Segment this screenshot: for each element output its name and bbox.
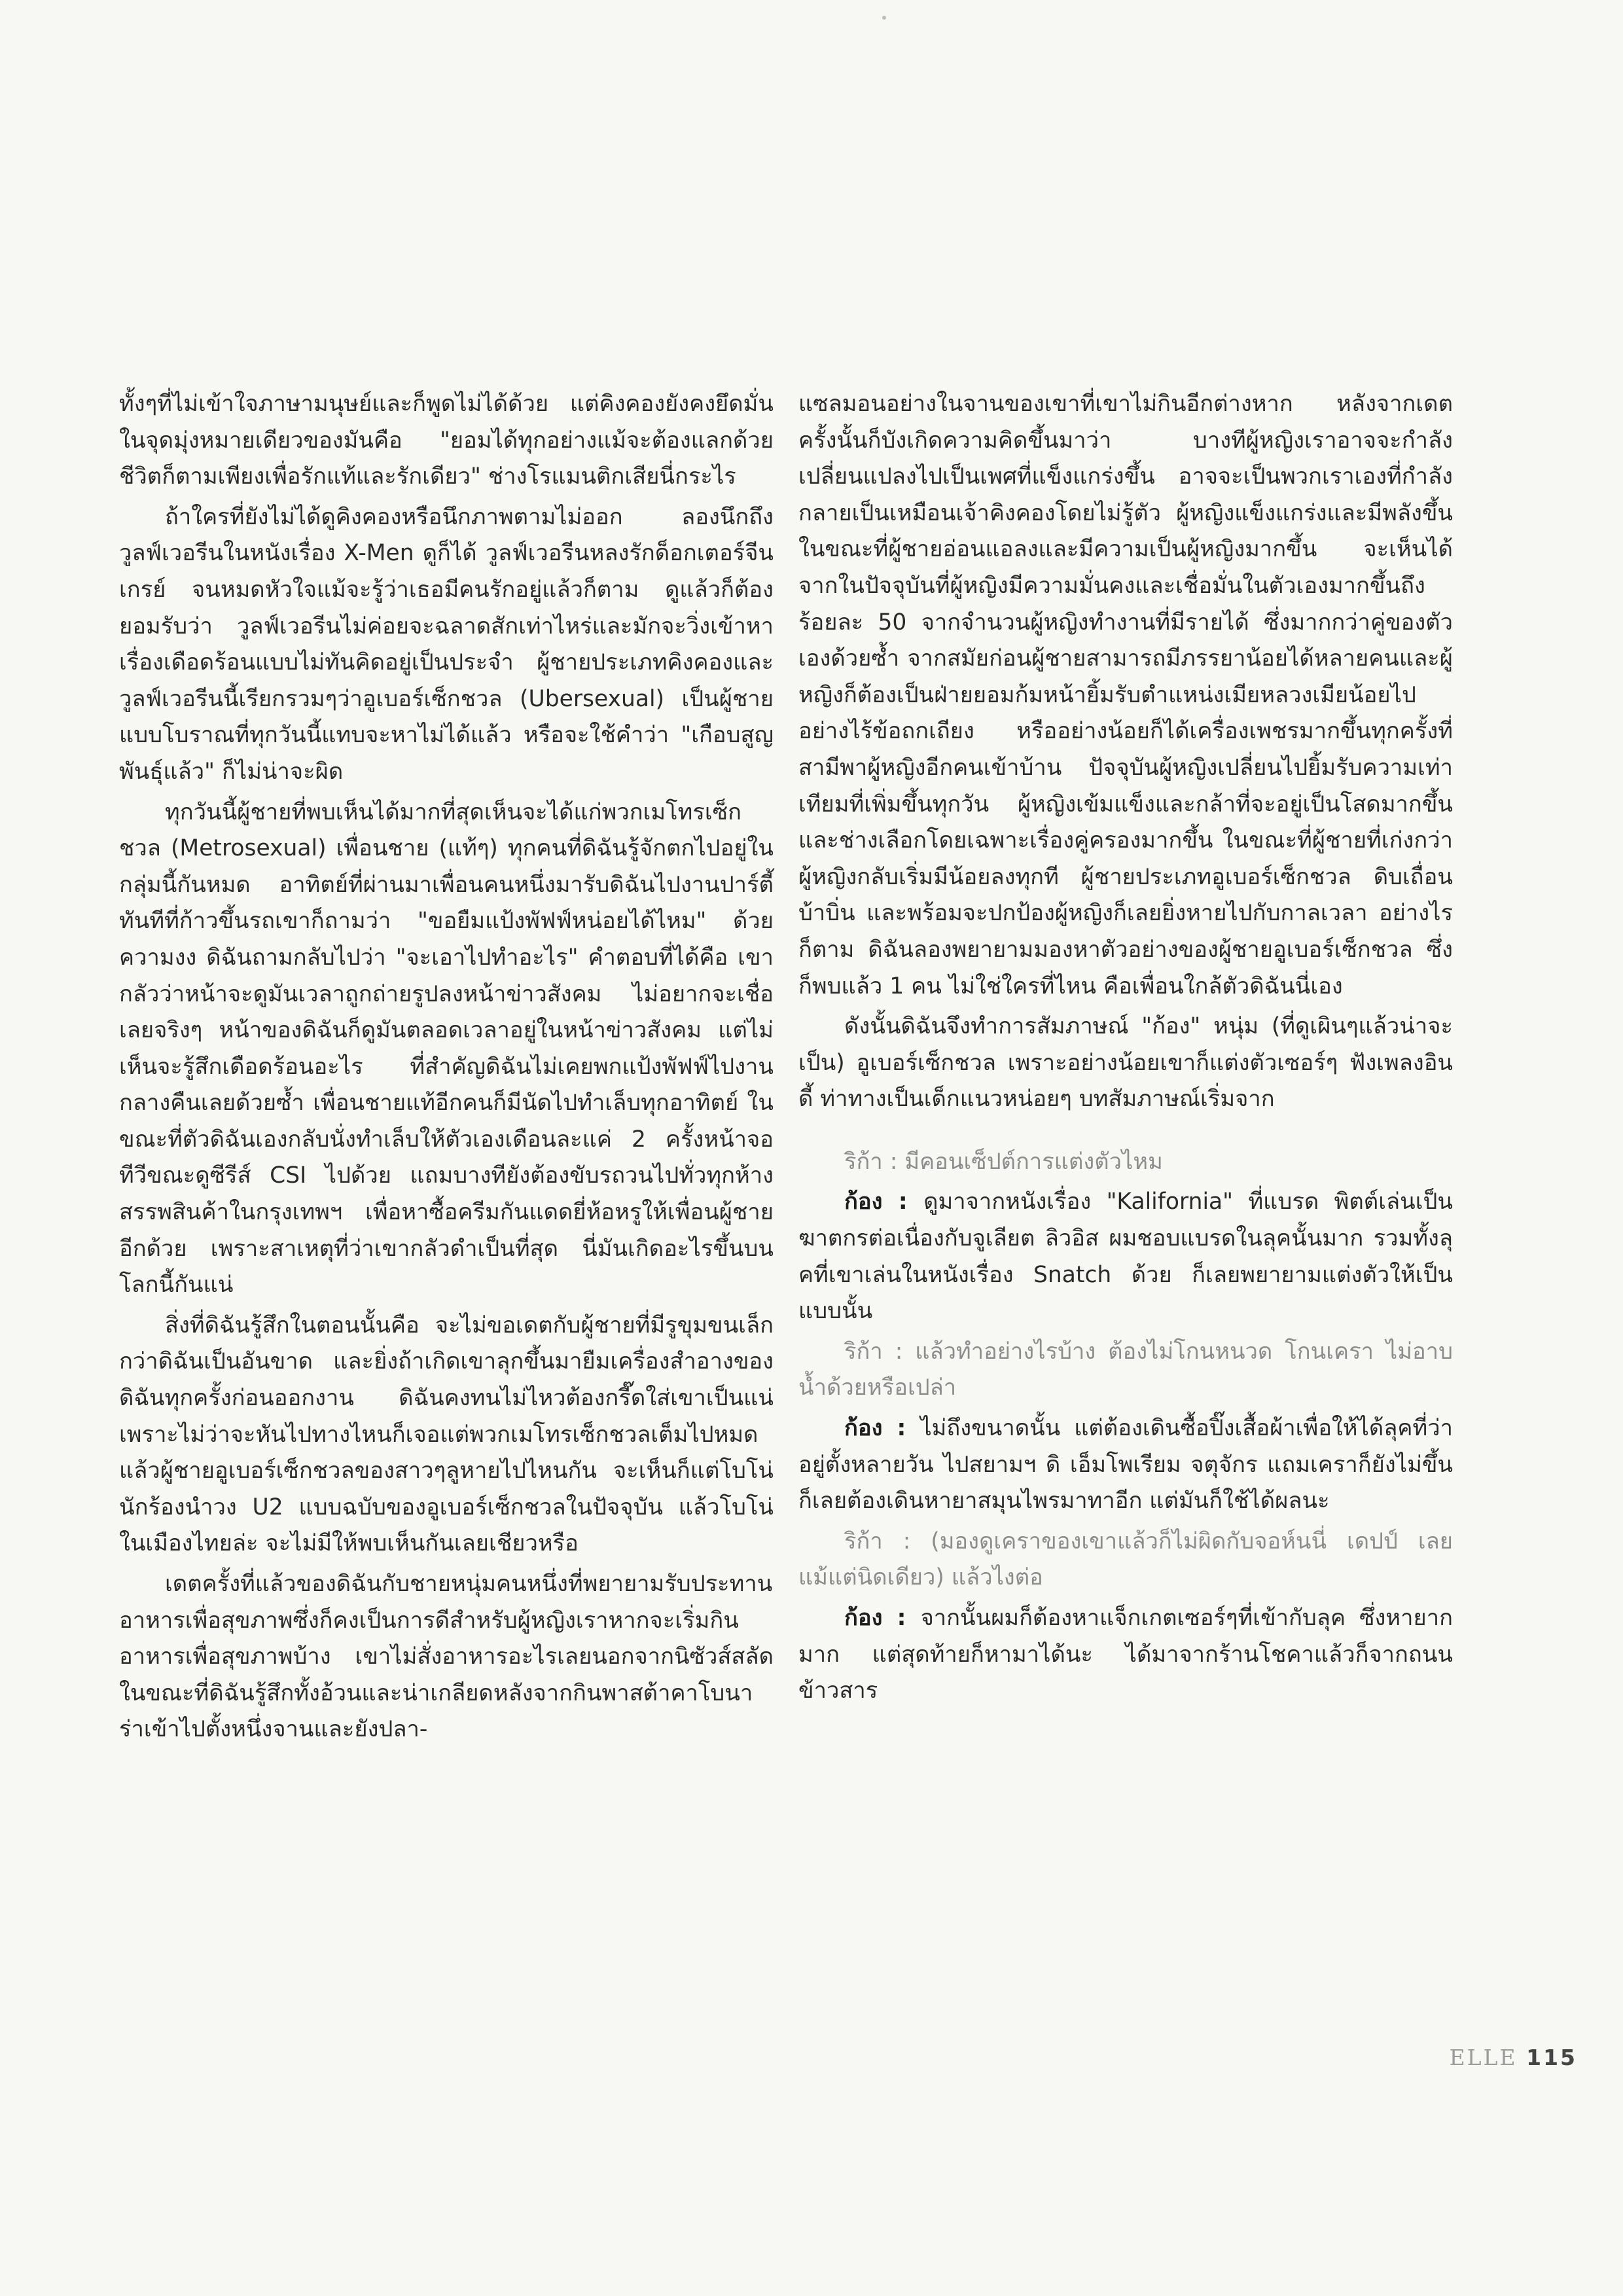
qa-text: ไม่ถึงขนาดนั้น แต่ต้องเดินซื้อปิ๊งเสื้อผ้าเพื่อให้ได้ลุคที่ว่าอยู่ตั้งหลายวัน ไปสยามฯ ดิ เอ็มโพเรียม จตุจักร แถมเคราก็ยังไม่ขึ้น ก็เลยต้องเดินหายาสมุนไพรมาทาอีก แต่มันก็ใช้ได้ผลนะ (798, 1415, 1453, 1515)
qa-line-4 (798, 1410, 1453, 1520)
left-column (119, 386, 774, 1752)
qa-line-5 (798, 1524, 1453, 1596)
paragraph-6: แซลมอนอย่างในจานของเขาที่เขาไม่กินอีกต่างหาก หลังจากเดตครั้งนั้นก็บังเกิดความคิดขึ้นมาว่า บางทีผู้หญิงเราอาจจะกำลังเปลี่ยนแปลงไปเป็นเพศที่แข็งแกร่งขึ้น อาจจะเป็นพวกเราเองที่กำลังกลายเป็นเหมือนเจ้าคิงคองโดยไม่รู้ตัว ผู้หญิงแข็งแกร่งและมีพลังขึ้นในขณะที่ผู้ชายอ่อนแอลงและมีความเป็นผู้หญิงมากขึ้น จะเห็นได้จากในปัจจุบันที่ผู้หญิงมีความมั่นคงและเชื่อมั่นในตัวเองมากขึ้นถึงร้อยละ 50 จากจำนวนผู้หญิงทำงานที่มีรายได้ ซึ่งมากกว่าคู่ของตัวเองด้วยซ้ำ จากสมัยก่อนผู้ชายสามารถมีภรรยาน้อยได้หลายคนและผู้หญิงก็ต้องเป็นฝ่ายยอมก้มหน้ายิ้มรับตำแหน่งเมียหลวงเมียน้อยไปอย่างไร้ข้อถกเถียง หรืออย่างน้อยก็ได้เครื่องเพชรมากขึ้นทุกครั้งที่สามีพาผู้หญิงอีกคนเข้าบ้าน ปัจจุบันผู้หญิงเปลี่ยนไปยิ้มรับความเท่าเทียมที่เพิ่มขึ้นทุกวัน ผู้หญิงเข้มแข็งและกล้าที่จะอยู่เป็นโสดมากขึ้นและช่างเลือกโดยเฉพาะเรื่องคู่ครองมากขึ้น ในขณะที่ผู้ชายที่เก่งกว่าผู้หญิงกลับเริ่มมีน้อยลงทุกที ผู้ชายประเภทอูเบอร์เซ็กชวล ดิบเถื่อน บ้าบิ่น และพร้อมจะปกป้องผู้หญิงก็เลยยิ่งหายไปกับกาลเวลา อย่างไรก็ตาม ดิฉันลองพยายามมองหาตัวอย่างของผู้ชายอูเบอร์เซ็กชวล ซึ่งก็พบแล้ว 1 คน ไม่ใช่ใครที่ไหน คือเพื่อนใกล้ตัวดิฉันนี่เอง (798, 391, 1453, 999)
qa-sep: : (882, 1415, 921, 1442)
paragraph-1: ทั้งๆที่ไม่เข้าใจภาษามนุษย์และก็พูดไม่ได้ด้วย แต่คิงคองยังคงยึดมั่นในจุดมุ่งหมายเดียวของมันคือ "ยอมได้ทุกอย่างแม้จะต้องแลกด้วยชีวิตก็ตามเพียงเพื่อรักแท้และรักเดียว" ช่างโรแมนติกเสียนี่กระไร (119, 391, 774, 490)
right-column (798, 386, 1453, 1713)
magazine-brand: ELLE (1449, 2045, 1518, 2070)
qa-text: ดูมาจากหนังเรื่อง "Kalifornia" ที่แบรด พิตต์เล่นเป็นฆาตกรต่อเนื่องกับจูเลียต ลิวอิส ผมชอบแบรดในลุคนั้นมาก รวมทั้งลุคที่เขาเล่นในหนังเรื่อง Snatch ด้วย ก็เลยพยายามแต่งตัวให้เป็นแบบนั้น (798, 1189, 1453, 1325)
qa-sep: : (882, 1189, 924, 1215)
interview-qa (798, 1144, 1453, 1710)
qa-sep: : (882, 1148, 905, 1175)
qa-speaker: ก้อง (844, 1605, 883, 1631)
qa-text: (มองดูเคราของเขาแล้วก็ไม่ผิดกับจอห์นนี่ เดปป์ เลยแม้แต่นิดเดียว) แล้วไงต่อ (798, 1528, 1454, 1591)
paragraph-2: ถ้าใครที่ยังไม่ได้ดูคิงคองหรือนึกภาพตามไม่ออก ลองนึกถึงวูลฟ์เวอรีนในหนังเรื่อง X-Men ดูก็ได้ วูลฟ์เวอรีนหลงรักด็อกเตอร์จีน เกรย์ จนหมดหัวใจแม้จะรู้ว่าเธอมีคนรักอยู่แล้วก็ตาม ดูแล้วก็ต้องยอมรับว่า วูลฟ์เวอรีนไม่ค่อยจะฉลาดสักเท่าไหร่และมักจะวิ่งเข้าหาเรื่องเดือดร้อนแบบไม่ทันคิดอยู่เป็นประจำ ผู้ชายประเภทคิงคองและวูลฟ์เวอรีนนี้เรียกรวมๆว่าอูเบอร์เซ็กชวล (Ubersexual) เป็นผู้ชายแบบโบราณที่ทุกวันนี้แทบจะหาไม่ได้แล้ว หรือจะใช้คำว่า "เกือบสูญพันธุ์แล้ว" ก็ไม่น่าจะผิด (119, 503, 774, 785)
paragraph-7: ดังนั้นดิฉันจึงทำการสัมภาษณ์ "ก้อง" หนุ่ม (ที่ดูเผินๆแล้วน่าจะเป็น) อูเบอร์เซ็กชวล เพราะอย่างน้อยเขาก็แต่งตัวเซอร์ๆ ฟังเพลงอินดี้ ท่าทางเป็นเด็กแนวหน่อยๆ บทสัมภาษณ์เริ่มจาก (798, 1013, 1453, 1113)
qa-sep: : (882, 1605, 921, 1631)
qa-text: มีคอนเซ็ปต์การแต่งตัวไหม (904, 1148, 1163, 1175)
qa-sep: : (882, 1528, 931, 1554)
qa-text: แล้วทำอย่างไรบ้าง ต้องไม่โกนหนวด โกนเครา ไม่อาบน้ำด้วยหรือเปล่า (798, 1338, 1453, 1401)
qa-speaker: ริก้า (844, 1338, 883, 1365)
qa-speaker: ก้อง (844, 1415, 883, 1442)
qa-line-3 (798, 1334, 1453, 1407)
paragraph-5: เดตครั้งที่แล้วของดิฉันกับชายหนุ่มคนหนึ่งที่พยายามรับประทานอาหารเพื่อสุขภาพซึ่งก็คงเป็นการดีสำหรับผู้หญิงเราหากจะเริ่มกินอาหารเพื่อสุขภาพบ้าง เขาไม่สั่งอาหารอะไรเลยนอกจากนิซัวส์สลัด ในขณะที่ดิฉันรู้สึกทั้งอ้วนและน่าเกลียดหลังจากกินพาสต้าคาโบนาร่าเข้าไปตั้งหนึ่งจานและยังปลา- (119, 1571, 774, 1743)
qa-speaker: ริก้า (844, 1528, 883, 1554)
qa-speaker: ก้อง (844, 1189, 883, 1215)
qa-text: จากนั้นผมก็ต้องหาแจ็กเกตเซอร์ๆที่เข้ากับลุค ซึ่งหายากมาก แต่สุดท้ายก็หามาได้นะ ได้มาจากร้านโชคาแล้วก็จากถนนข้าวสาร (798, 1605, 1453, 1704)
page-number: 115 (1526, 2045, 1577, 2070)
qa-line-2 (798, 1184, 1453, 1329)
qa-line-1 (798, 1144, 1453, 1181)
qa-speaker: ริก้า (844, 1148, 883, 1175)
paragraph-4: สิ่งที่ดิฉันรู้สึกในตอนนั้นคือ จะไม่ขอเดตกับผู้ชายที่มีรูขุมขนเล็กกว่าดิฉันเป็นอันขาด และยิ่งถ้าเกิดเขาลุกขึ้นมายืมเครื่องสำอางของดิฉันทุกครั้งก่อนออกงาน ดิฉันคงทนไม่ไหวต้องกรี๊ดใส่เขาเป็นแน่ เพราะไม่ว่าจะหันไปทางไหนก็เจอแต่พวกเมโทรเซ็กชวลเต็มไปหมด แล้วผู้ชายอูเบอร์เซ็กชวลของสาวๆลูหายไปไหนกัน จะเห็นก็แต่โบโน่ นักร้องนำวง U2 แบบฉบับของอูเบอร์เซ็กชวลในปัจจุบัน แล้วโบโน่ในเมืองไทยล่ะ จะไม่มีให้พบเห็นกันเลยเชียวหรือ (119, 1312, 774, 1557)
paragraph-3: ทุกวันนี้ผู้ชายที่พบเห็นได้มากที่สุดเห็นจะได้แก่พวกเมโทรเซ็กชวล (Metrosexual) เพื่อนชาย (แท้ๆ) ทุกคนที่ดิฉันรู้จักตกไปอยู่ในกลุ่มนี้กันหมด อาทิตย์ที่ผ่านมาเพื่อนคนหนึ่งมารับดิฉันไปงานปาร์ตี้ ทันทีที่ก้าวขึ้นรถเขาก็ถามว่า "ขอยืมแป้งพัฟฟ์หน่อยได้ไหม" ด้วยความงง ดิฉันถามกลับไปว่า "จะเอาไปทำอะไร" คำตอบที่ได้คือ เขากลัวว่าหน้าจะดูมันเวลาถูกถ่ายรูปลงหน้าข่าวสังคม ไม่อยากจะเชื่อเลยจริงๆ หน้าของดิฉันก็ดูมันตลอดเวลาอยู่ในหน้าข่าวสังคม แต่ไม่เห็นจะรู้สึกเดือดร้อนอะไร ที่สำคัญดิฉันไม่เคยพกแป้งพัฟฟ์ไปงานกลางคืนเลยด้วยซ้ำ เพื่อนชายแท้อีกคนก็มีนัดไปทำเล็บทุกอาทิตย์ ในขณะที่ตัวดิฉันเองกลับนั่งทำเล็บให้ตัวเองเดือนละแค่ 2 ครั้งหน้าจอทีวีขณะดูซีรีส์ CSI ไปด้วย แถมบางทียังต้องขับรถวนไปทั่วทุกห้างสรรพสินค้าในกรุงเทพฯ เพื่อหาซื้อครีมกันแดดยี่ห้อหรูให้เพื่อนผู้ชายอีกด้วย เพราะสาเหตุที่ว่าเขากลัวดำเป็นที่สุด นี่มันเกิดอะไรขึ้นบนโลกนี้กันแน่ (119, 798, 774, 1299)
page-footer (1450, 2045, 1577, 2070)
qa-line-6 (798, 1600, 1453, 1710)
scan-speck (882, 16, 886, 20)
qa-sep: : (882, 1338, 916, 1365)
